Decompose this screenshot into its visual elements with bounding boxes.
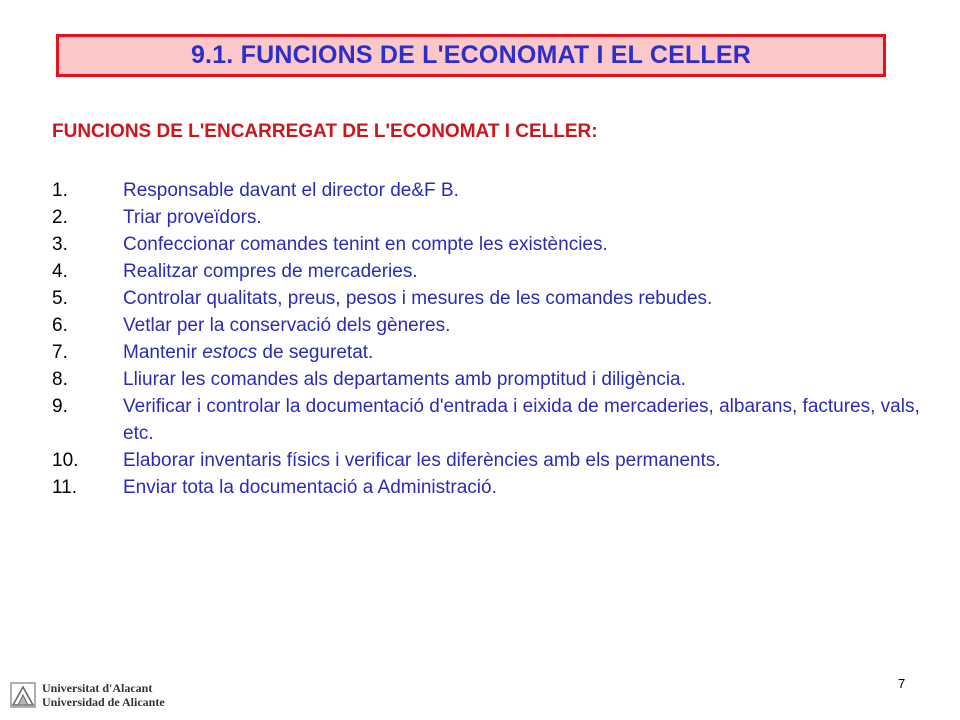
logo-line-spanish: Universidad de Alicante	[42, 695, 165, 709]
list-item-number: 9.	[52, 396, 68, 417]
list-item-number: 6.	[52, 315, 68, 336]
logo-text	[42, 681, 165, 709]
list-item-number: 4.	[52, 261, 68, 282]
list-item	[52, 339, 932, 366]
list-item	[52, 204, 932, 231]
section-subtitle: FUNCIONS DE L'ENCARREGAT DE L'ECONOMAT I CELLER:	[52, 121, 598, 142]
university-logo	[10, 681, 165, 709]
list-item-text: Enviar tota la documentació a Administració.	[123, 477, 497, 498]
title-box	[56, 34, 886, 77]
list-item-number: 7.	[52, 342, 68, 363]
list-item-number: 5.	[52, 288, 68, 309]
italic-term: estocs	[202, 342, 258, 363]
list-item	[52, 474, 932, 501]
logo-line-valencian: Universitat d'Alacant	[42, 681, 153, 695]
list-item	[52, 447, 932, 474]
list-item	[52, 177, 932, 204]
list-item-number: 1.	[52, 180, 68, 201]
list-item-text: Confeccionar comandes tenint en compte les existències.	[123, 234, 608, 255]
page-title: 9.1. FUNCIONS DE L'ECONOMAT I EL CELLER	[190, 41, 752, 69]
list-item-text: Responsable davant el director de&F B.	[123, 180, 459, 201]
list-item	[52, 258, 932, 285]
page-number: 7	[898, 676, 906, 691]
list-item-text: Controlar qualitats, preus, pesos i mesures de les comandes rebudes.	[123, 288, 713, 309]
list-item-text: Vetlar per la conservació dels gèneres.	[123, 315, 451, 336]
list-item-number: 11.	[52, 477, 78, 498]
list-item-number: 2.	[52, 207, 68, 228]
list-item-number: 3.	[52, 234, 68, 255]
list-item-text: Mantenir estocs de seguretat.	[123, 342, 374, 363]
list-item	[52, 285, 932, 312]
list-item	[52, 366, 932, 393]
list-item	[52, 231, 932, 258]
list-item-text: Triar proveïdors.	[123, 207, 262, 228]
university-emblem-icon	[10, 682, 36, 708]
functions-list	[52, 177, 932, 501]
list-item-number: 8.	[52, 369, 68, 390]
list-item	[52, 312, 932, 339]
list-item-text: Verificar i controlar la documentació d'entrada i eixida de mercaderies, albarans, factures, vals, etc.	[123, 396, 920, 444]
list-item-number: 10.	[52, 450, 79, 471]
list-item-text: Lliurar les comandes als departaments amb promptitud i diligència.	[123, 369, 686, 390]
list-item-text: Realitzar compres de mercaderies.	[123, 261, 418, 282]
list-item-text: Elaborar inventaris físics i verificar les diferències amb els permanents.	[123, 450, 721, 471]
list-item	[52, 393, 932, 447]
